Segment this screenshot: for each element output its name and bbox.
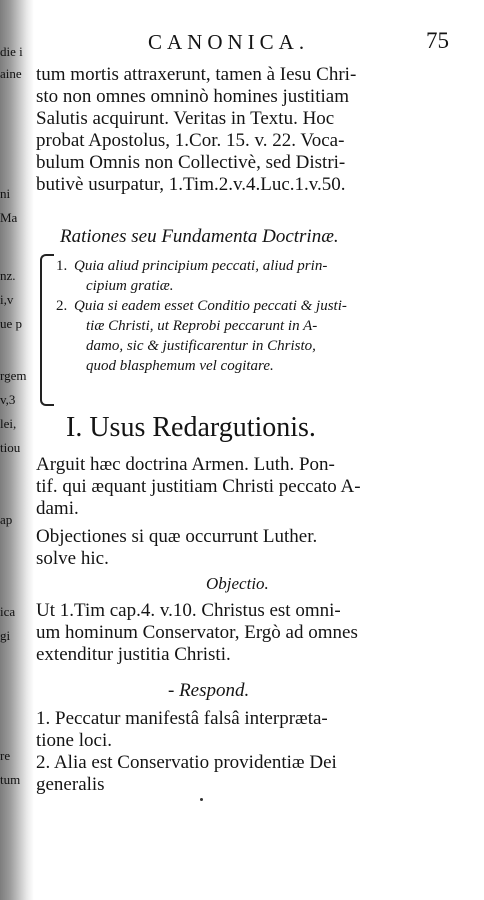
ink-speck [200, 798, 203, 801]
text-line: tum mortis attraxerunt, tamen à Iesu Chri- [36, 64, 357, 85]
reason-line: quod blasphemum vel cogitare. [86, 358, 274, 374]
text-line: Objectiones si quæ occurrunt Luther. [36, 526, 318, 547]
text-line: Arguit hæc doctrina Armen. Luth. Pon- [36, 454, 335, 475]
text-line: generalis [36, 774, 105, 795]
text-line: bulum Omnis non Collectivè, sed Distri- [36, 152, 346, 173]
respond-label: - Respond. [168, 680, 250, 701]
margin-fragment: ica [0, 604, 16, 619]
margin-fragment: Ma [0, 210, 18, 225]
reasons-bracket [40, 254, 54, 406]
margin-fragment: i,v [0, 292, 14, 307]
text-line: 1. Peccatur manifestâ falsâ interpræta- [36, 708, 328, 729]
margin-fragment: ap [0, 512, 13, 527]
paragraph-1 [36, 64, 454, 196]
margin-fragment: ue p [0, 316, 23, 331]
margin-fragment: nz. [0, 268, 16, 283]
paragraph-5 [36, 708, 454, 796]
reason-number: 2. [56, 298, 68, 314]
text-line: dami. [36, 498, 79, 519]
reason-item [56, 256, 456, 276]
text-line: Salutis acquirunt. Veritas in Textu. Hoc [36, 108, 335, 129]
text-line: extenditur justitia Christi. [36, 644, 231, 665]
section-heading: I. Usus Redargutionis. [66, 412, 316, 443]
text-line: probat Apostolus, 1.Cor. 15. v. 22. Voca- [36, 130, 345, 151]
text-line: Ut 1.Tim cap.4. v.10. Christus est omni- [36, 600, 341, 621]
margin-fragment: lei, [0, 416, 17, 431]
text-line: um hominum Conservator, Ergò ad omnes [36, 622, 358, 643]
reason-line: damo, sic & justificarentur in Christo, [86, 338, 316, 354]
reason-line: Quia si eadem esset Conditio peccati & justi- [74, 298, 347, 314]
rationes-heading: Rationes seu Fundamenta Doctrinæ. [60, 226, 339, 247]
objectio-label: Objectio. [206, 574, 269, 593]
reason-item [56, 296, 456, 316]
margin-fragment: re [0, 748, 11, 763]
running-header: CANONICA. [148, 30, 310, 54]
margin-fragment: ni [0, 186, 11, 201]
text-line: tione loci. [36, 730, 112, 751]
paragraph-3 [36, 526, 454, 570]
text-line: tif. qui æquant justitiam Christi peccato A- [36, 476, 361, 497]
margin-fragment: tum [0, 772, 21, 787]
margin-fragment: die i [0, 44, 23, 59]
margin-fragment: gi [0, 628, 11, 643]
margin-fragment: tiou [0, 440, 21, 455]
text-line: butivè usurpatur, 1.Tim.2.v.4.Luc.1.v.50. [36, 174, 346, 195]
text-line: 2. Alia est Conservatio providentiæ Dei [36, 752, 337, 773]
paragraph-4 [36, 600, 454, 666]
reason-number: 1. [56, 258, 68, 274]
page-number: 75 [426, 28, 449, 53]
reason-line: Quia aliud principium peccati, aliud prin- [74, 258, 328, 274]
margin-fragment: aine [0, 66, 22, 81]
text-line: solve hic. [36, 548, 109, 569]
margin-fragment: v,3 [0, 392, 16, 407]
reason-line: tiæ Christi, ut Reprobi peccarunt in A- [86, 318, 318, 334]
reasons-list [56, 256, 456, 376]
reason-line: cipium gratiæ. [86, 278, 174, 294]
paragraph-2 [36, 454, 454, 520]
margin-fragment: rgem [0, 368, 27, 383]
text-line: sto non omnes omninò homines justitiam [36, 86, 349, 107]
